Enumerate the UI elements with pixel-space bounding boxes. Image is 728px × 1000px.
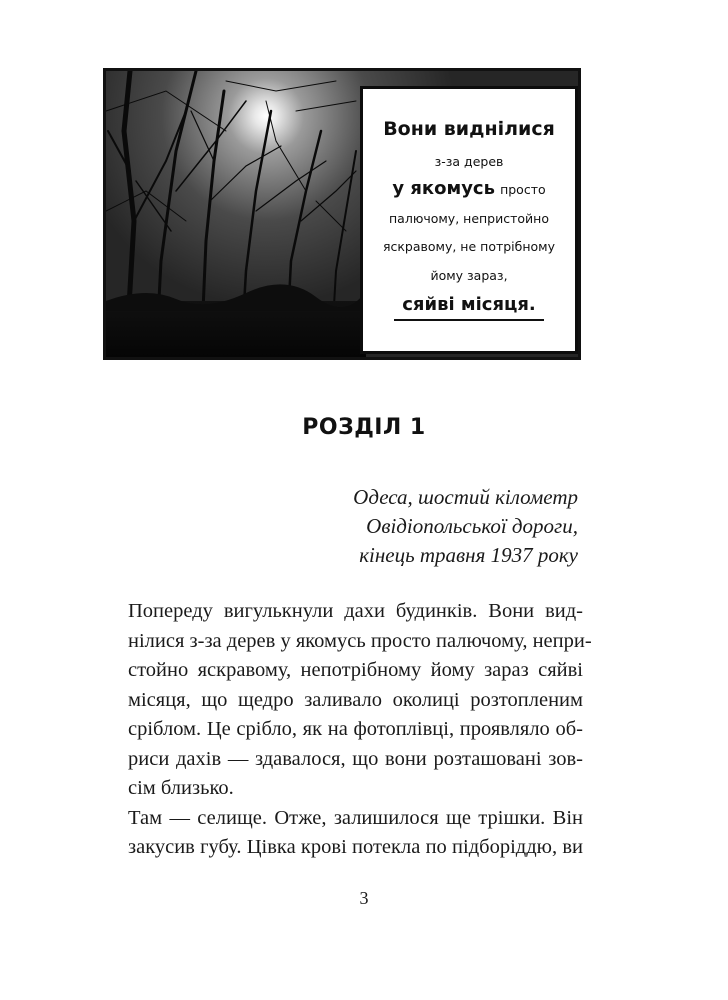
quote-line [392, 179, 545, 200]
body-line: Там — селище. Отже, залишилося ще трішки. Він [128, 806, 583, 829]
chapter-banner [103, 68, 581, 360]
body-line: стойно яскравому, непотрібному йому зараз сяйві [128, 659, 583, 681]
body-line: сріблом. Це срібло, як на фотоплівці, проявляло об- [128, 718, 583, 740]
epigraph-line: Овідіопольської дороги, [366, 514, 578, 538]
chapter-title: РОЗДІЛ 1 [302, 415, 426, 440]
page-number: 3 [359, 888, 369, 908]
body-line [128, 597, 583, 627]
epigraph [353, 483, 578, 570]
quote-line: сяйві місяця. [402, 294, 536, 316]
body-line: риси дахів — здавалося, що вони розташовані зов- [128, 747, 583, 770]
body-line: нілися з-за дерев у якомусь просто палючому, непри- [128, 629, 592, 652]
body-line: закусив губу. Цівка крові потекла по підборіддю, ви [128, 836, 583, 858]
quote-line: з-за дерев [434, 153, 504, 169]
body-line-text: Попереду вигулькнули дахи будинків. Вони вид- [128, 600, 583, 622]
body-text [128, 597, 592, 863]
quote-line: палючому, непристойно [389, 211, 549, 227]
quote-line: Вони виднілися [383, 118, 555, 141]
quote-word-bold: у якомусь [392, 178, 495, 200]
quote-word: просто [500, 182, 546, 198]
epigraph-line: кінець травня 1937 року [359, 543, 578, 567]
quote-line: йому зараз, [430, 267, 508, 283]
epigraph-line: Одеса, шостий кілометр [353, 485, 578, 509]
quote-line: яскравому, не потрібному [382, 239, 556, 255]
quote-box [360, 86, 578, 354]
quote-underline [394, 319, 544, 321]
body-line: сім близько. [128, 777, 234, 799]
body-line: місяця, що щедро заливало околиці розтопленим [128, 688, 583, 711]
